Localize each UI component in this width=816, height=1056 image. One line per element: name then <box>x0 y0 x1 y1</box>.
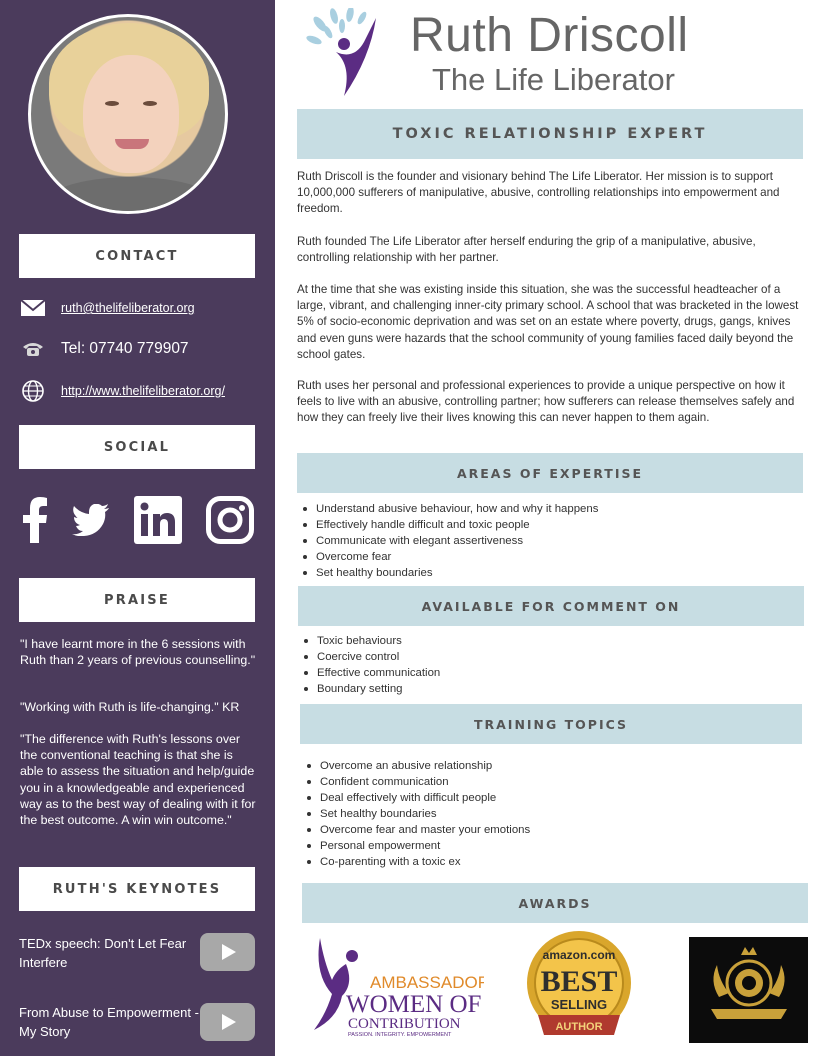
keynote-title: TEDx speech: Don't Let Fear Interfere <box>19 936 187 970</box>
page-subtitle: The Life Liberator <box>432 62 675 97</box>
praise-quote: "The difference with Ruth's lessons over the conventional teaching is that she is able to assess the situation and help/guide you in a knowledgeable and experienced way as to the best way of dealing with it for the best outcome. A win win outcome." <box>20 732 256 828</box>
list-item: Coercive control <box>301 649 801 665</box>
award-text: WOMEN OF <box>346 991 482 1018</box>
ambassador-award-logo <box>306 934 484 1038</box>
envelope-icon <box>20 297 46 319</box>
praise-heading: PRAISE <box>19 578 255 622</box>
contact-phone-row <box>20 338 189 360</box>
list-item: Set healthy boundaries <box>304 806 800 822</box>
amazon-bestseller-badge <box>520 931 638 1043</box>
praise-quote: "Working with Ruth is life-changing." KR <box>20 700 240 714</box>
list-item: Personal empowerment <box>304 838 800 854</box>
award-text: SELLING <box>550 997 608 1012</box>
expertise-heading: AREAS OF EXPERTISE <box>297 453 803 493</box>
telephone-icon <box>20 338 46 360</box>
award-text: BEST <box>540 965 618 998</box>
bio-paragraph: At the time that she was existing inside this situation, she was the successful headteacher of a large, vibrant, and challenging inner-city primary school. A school that was bracketed in the lowest 5% of socio-economic deprivation and was set on an estate where poverty, drugs, gangs, knives and even guns were hazards that the school community of young families faced daily beyond the school gates. <box>297 283 799 361</box>
website-link[interactable]: http://www.thelifeliberator.org/ <box>61 384 225 398</box>
instagram-icon[interactable] <box>206 496 254 544</box>
bio-paragraph: Ruth founded The Life Liberator after herself enduring the grip of a manipulative, abusive, controlling relationship with her partner. <box>297 235 756 265</box>
phone-number[interactable]: Tel: 07740 779907 <box>61 340 189 357</box>
praise-quote: "I have learnt more in the 6 sessions with Ruth than 2 years of previous counselling." <box>20 637 256 668</box>
social-heading: SOCIAL <box>19 425 255 469</box>
list-item: Confident communication <box>304 774 800 790</box>
list-item: Overcome fear <box>300 549 800 565</box>
linkedin-icon[interactable] <box>134 496 182 544</box>
bio-paragraph: Ruth Driscoll is the founder and visionary behind The Life Liberator. Her mission is to support 10,000,000 sufferers of manipulative, abusive, controlling relationships into empowerment and freedom. <box>297 170 780 216</box>
bio-paragraph: Ruth uses her personal and professional experiences to provide a unique perspective on how it feels to live with an abusive, controlling partner; how sufferers can release themselves safely and how they can freely live their lives knowing this can never happen to them again. <box>297 379 795 425</box>
award-text: AMBASSADOR <box>370 973 484 992</box>
facebook-icon[interactable] <box>22 497 48 543</box>
list-item: Understand abusive behaviour, how and why it happens <box>300 501 800 517</box>
contact-email-row <box>20 297 195 319</box>
keynote-title: From Abuse to Empowerment - My Story <box>19 1005 199 1039</box>
training-heading: TRAINING TOPICS <box>300 704 802 744</box>
profile-photo <box>28 14 228 214</box>
page-title: Ruth Driscoll <box>410 9 689 62</box>
list-item: Boundary setting <box>301 681 801 697</box>
award-text: PASSION. INTEGRITY. EMPOWERMENT <box>348 1032 452 1038</box>
gold-crest-award-logo <box>689 937 808 1043</box>
list-item: Set healthy boundaries <box>300 565 800 581</box>
expertise-list <box>300 501 800 581</box>
comment-list <box>301 633 801 697</box>
globe-icon <box>20 380 46 402</box>
keynotes-heading: RUTH'S KEYNOTES <box>19 867 255 911</box>
awards-heading: AWARDS <box>302 883 808 923</box>
award-text: AUTHOR <box>555 1021 603 1033</box>
play-video-button[interactable] <box>200 933 255 971</box>
expert-heading: TOXIC RELATIONSHIP EXPERT <box>297 109 803 159</box>
contact-heading: CONTACT <box>19 234 255 278</box>
social-icons <box>22 494 254 546</box>
list-item: Overcome fear and master your emotions <box>304 822 800 838</box>
list-item: Overcome an abusive relationship <box>304 758 800 774</box>
twitter-icon[interactable] <box>72 504 110 536</box>
list-item: Communicate with elegant assertiveness <box>300 533 800 549</box>
list-item: Effective communication <box>301 665 801 681</box>
contact-website-row <box>20 380 225 402</box>
award-text: amazon.com <box>542 948 616 962</box>
list-item: Toxic behaviours <box>301 633 801 649</box>
sidebar <box>0 0 275 1056</box>
training-list <box>304 758 800 870</box>
award-text: CONTRIBUTION <box>348 1016 461 1032</box>
list-item: Co-parenting with a toxic ex <box>304 854 800 870</box>
list-item: Effectively handle difficult and toxic people <box>300 517 800 533</box>
life-liberator-logo <box>306 8 382 100</box>
play-video-button[interactable] <box>200 1003 255 1041</box>
email-link[interactable]: ruth@thelifeliberator.org <box>61 301 195 315</box>
list-item: Deal effectively with difficult people <box>304 790 800 806</box>
comment-heading: AVAILABLE FOR COMMENT ON <box>298 586 804 626</box>
